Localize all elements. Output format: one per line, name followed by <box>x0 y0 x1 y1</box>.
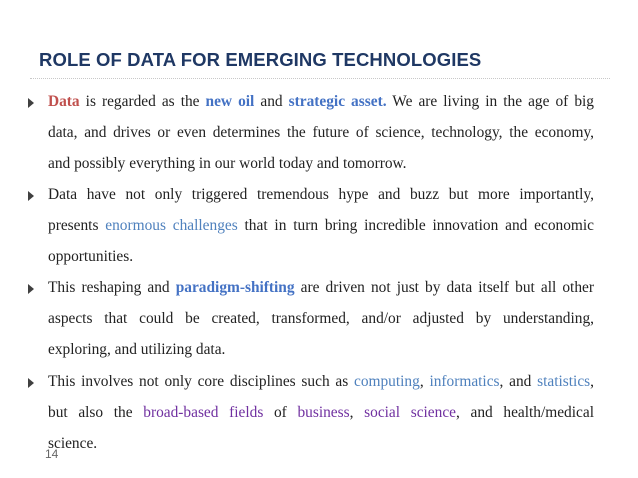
text-run: We are living in the age of big <box>386 93 594 110</box>
bullet-line <box>48 435 594 453</box>
text-run: are driven not just by data itself but all other <box>294 279 594 296</box>
text-run: , and <box>499 373 538 390</box>
bullet-line <box>48 373 594 391</box>
highlighted-term: enormous challenges <box>105 217 238 234</box>
bullet-line <box>48 248 594 266</box>
text-run: and possibly everything in our world today and tomorrow. <box>48 155 407 172</box>
bullet-arrow-icon <box>28 98 34 108</box>
text-run: exploring, and utilizing data. <box>48 341 226 358</box>
text-run: This involves not only core disciplines such as <box>48 373 354 390</box>
text-run: , and health/medical <box>455 404 594 421</box>
text-run: , <box>590 373 594 390</box>
bullet-line <box>48 124 594 142</box>
highlighted-term: social science <box>364 404 456 421</box>
bullet-line <box>48 155 594 173</box>
text-run: Data have not only triggered tremendous hype and buzz but more importantly, <box>48 186 594 203</box>
highlighted-term: Data <box>48 93 80 110</box>
text-run: that in turn bring incredible innovation and economic <box>237 217 594 234</box>
text-run: and <box>254 93 289 110</box>
highlighted-term: broad-based fields <box>143 404 264 421</box>
bullet-line <box>48 186 594 204</box>
highlighted-term: computing <box>353 373 420 390</box>
text-run: aspects that could be created, transformed, and/or adjusted by understanding, <box>48 310 594 327</box>
bullet-arrow-icon <box>28 284 34 294</box>
slide-title: ROLE OF DATA FOR EMERGING TECHNOLOGIES <box>39 49 482 70</box>
highlighted-term: statistics <box>537 373 591 390</box>
text-run: , <box>349 404 365 421</box>
bullet-line <box>48 404 594 422</box>
highlighted-term: paradigm-shifting <box>175 279 295 296</box>
highlighted-term: business <box>297 404 350 421</box>
page-number: 14 <box>45 447 59 461</box>
text-run: , <box>419 373 430 390</box>
text-run: opportunities. <box>48 248 134 265</box>
text-run: is regarded as the <box>79 93 206 110</box>
highlighted-term: new oil <box>205 93 255 110</box>
text-run: This reshaping and <box>48 279 176 296</box>
bullet-arrow-icon <box>28 378 34 388</box>
title-divider <box>30 78 610 79</box>
text-run: but also the <box>48 404 144 421</box>
highlighted-term: informatics <box>429 373 500 390</box>
text-run: presents <box>48 217 106 234</box>
highlighted-term: strategic asset. <box>288 93 387 110</box>
bullet-line <box>48 93 594 111</box>
text-run: of <box>263 404 298 421</box>
text-run: science. <box>48 435 98 452</box>
bullet-line <box>48 310 594 328</box>
bullet-line <box>48 279 594 297</box>
bullet-line <box>48 217 594 235</box>
bullet-line <box>48 341 594 359</box>
text-run: data, and drives or even determines the future of science, technology, the economy, <box>48 124 594 141</box>
bullet-arrow-icon <box>28 191 34 201</box>
